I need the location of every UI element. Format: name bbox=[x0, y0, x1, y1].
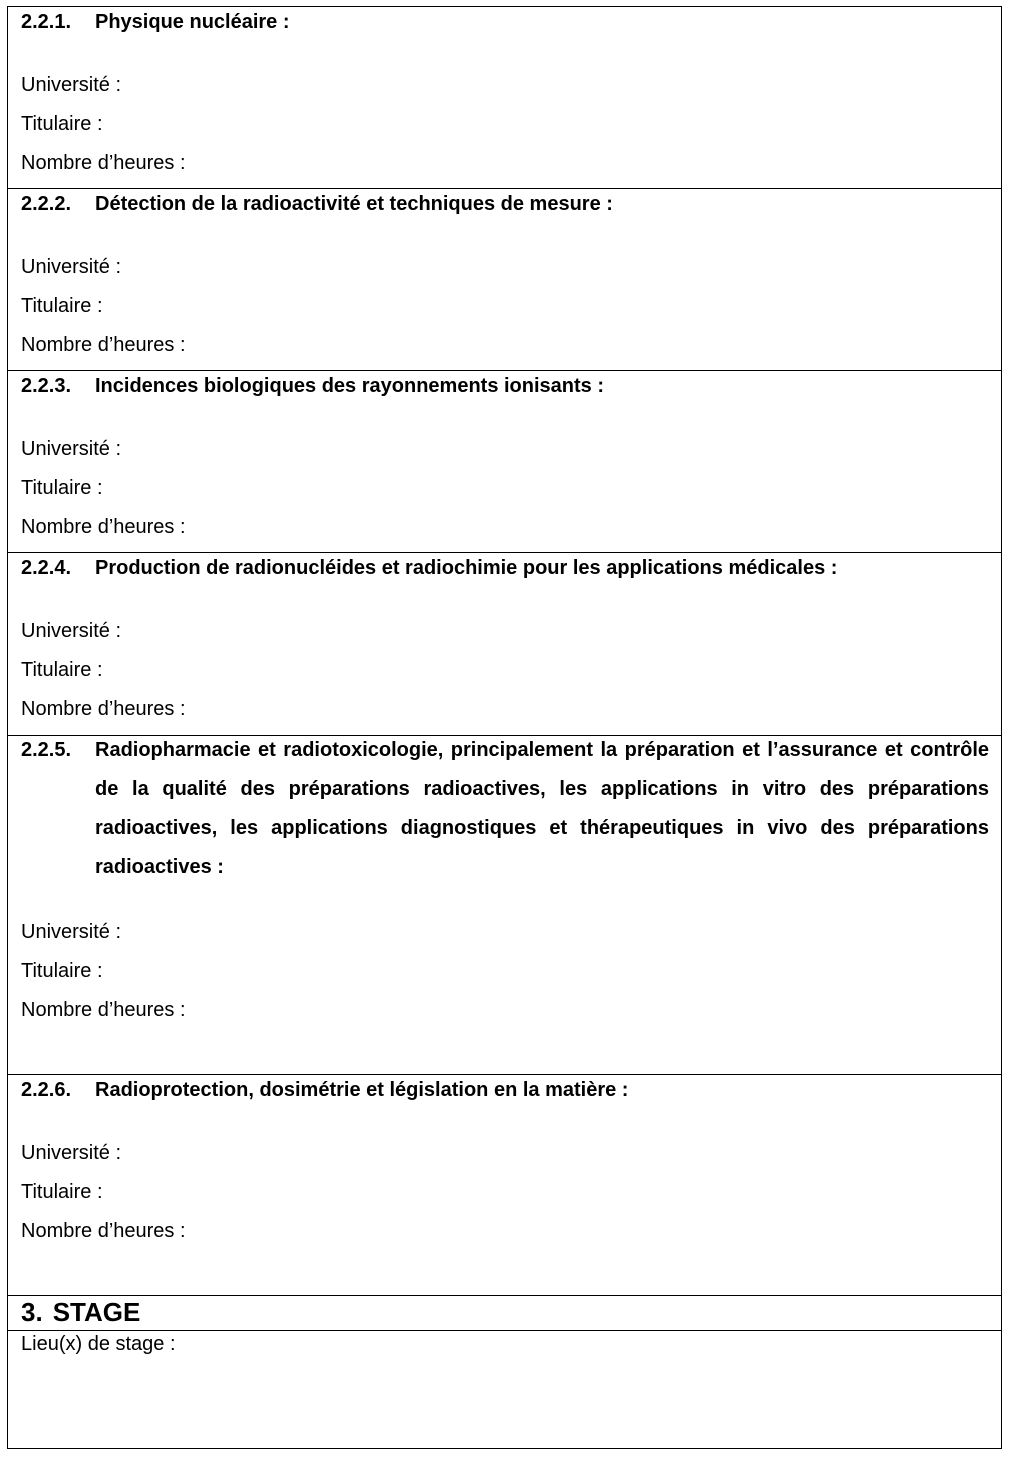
section-physique-nucleaire bbox=[8, 7, 1001, 189]
nombre-heures-label: Nombre d’heures : bbox=[21, 698, 186, 720]
section-number: 2.2.2. bbox=[21, 193, 72, 215]
universite-field[interactable] bbox=[21, 920, 125, 944]
section-heading: Physique nucléaire : bbox=[95, 11, 290, 33]
section-title bbox=[21, 731, 989, 887]
universite-label: Université : bbox=[21, 1142, 122, 1164]
universite-label: Université : bbox=[21, 74, 122, 96]
titulaire-label: Titulaire : bbox=[21, 113, 103, 135]
section-heading: Détection de la radioactivité et techniques de mesure : bbox=[95, 193, 613, 215]
section-production-radionucleides bbox=[8, 553, 1001, 736]
stage-location-row bbox=[8, 1331, 1001, 1448]
nombre-heures-label: Nombre d’heures : bbox=[21, 999, 186, 1021]
nombre-heures-label: Nombre d’heures : bbox=[21, 334, 186, 356]
universite-label: Université : bbox=[21, 256, 122, 278]
section-number: 2.2.6. bbox=[21, 1079, 72, 1101]
titulaire-label: Titulaire : bbox=[21, 1181, 103, 1203]
section-detection-radioactivite bbox=[8, 189, 1001, 371]
lieux-stage-field[interactable] bbox=[21, 1332, 176, 1356]
lieux-stage-label: Lieu(x) de stage : bbox=[21, 1333, 176, 1355]
section-heading: Radiopharmacie et radiotoxicologie, principalement la préparation et l’assurance et contrôle de la qualité des préparations radioactives, les applications in vitro des préparations radioactives, les applications diagnostiques et thérapeutiques in vivo des préparations radioactives : bbox=[95, 739, 989, 878]
universite-field[interactable] bbox=[21, 73, 125, 97]
titulaire-label: Titulaire : bbox=[21, 960, 103, 982]
titulaire-field[interactable] bbox=[21, 476, 107, 500]
nombre-heures-field[interactable] bbox=[21, 1219, 190, 1243]
universite-label: Université : bbox=[21, 620, 122, 642]
titulaire-label: Titulaire : bbox=[21, 295, 103, 317]
stage-heading bbox=[21, 1294, 140, 1330]
section-number: 2.2.3. bbox=[21, 375, 72, 397]
nombre-heures-label: Nombre d’heures : bbox=[21, 152, 186, 174]
section-number: 2.2.1. bbox=[21, 11, 72, 33]
section-number: 2.2.5. bbox=[21, 739, 72, 761]
section-title bbox=[21, 1071, 989, 1110]
course-form bbox=[7, 6, 1002, 1449]
titulaire-field[interactable] bbox=[21, 959, 107, 983]
nombre-heures-field[interactable] bbox=[21, 697, 190, 721]
section-heading: Incidences biologiques des rayonnements ionisants : bbox=[95, 375, 605, 397]
section-heading: Production de radionucléides et radiochimie pour les applications médicales : bbox=[95, 557, 838, 579]
section-heading: Radioprotection, dosimétrie et législation en la matière : bbox=[95, 1079, 629, 1101]
universite-field[interactable] bbox=[21, 619, 125, 643]
section-title bbox=[21, 3, 989, 42]
section-title bbox=[21, 549, 989, 588]
stage-title: STAGE bbox=[52, 1297, 141, 1327]
stage-heading-row bbox=[8, 1296, 1001, 1331]
section-number: 2.2.4. bbox=[21, 557, 72, 579]
section-incidences-biologiques bbox=[8, 371, 1001, 553]
nombre-heures-label: Nombre d’heures : bbox=[21, 1220, 186, 1242]
section-radiopharmacie bbox=[8, 736, 1001, 1075]
nombre-heures-field[interactable] bbox=[21, 151, 190, 175]
titulaire-field[interactable] bbox=[21, 112, 107, 136]
universite-field[interactable] bbox=[21, 1141, 125, 1165]
nombre-heures-label: Nombre d’heures : bbox=[21, 516, 186, 538]
section-title bbox=[21, 185, 989, 224]
universite-field[interactable] bbox=[21, 437, 125, 461]
titulaire-field[interactable] bbox=[21, 1180, 107, 1204]
stage-number: 3. bbox=[21, 1297, 43, 1327]
nombre-heures-field[interactable] bbox=[21, 998, 190, 1022]
nombre-heures-field[interactable] bbox=[21, 333, 190, 357]
universite-label: Université : bbox=[21, 438, 122, 460]
titulaire-label: Titulaire : bbox=[21, 659, 103, 681]
section-title bbox=[21, 367, 989, 406]
titulaire-field[interactable] bbox=[21, 294, 107, 318]
titulaire-label: Titulaire : bbox=[21, 477, 103, 499]
universite-label: Université : bbox=[21, 921, 122, 943]
section-radioprotection bbox=[8, 1075, 1001, 1296]
universite-field[interactable] bbox=[21, 255, 125, 279]
titulaire-field[interactable] bbox=[21, 658, 107, 682]
nombre-heures-field[interactable] bbox=[21, 515, 190, 539]
